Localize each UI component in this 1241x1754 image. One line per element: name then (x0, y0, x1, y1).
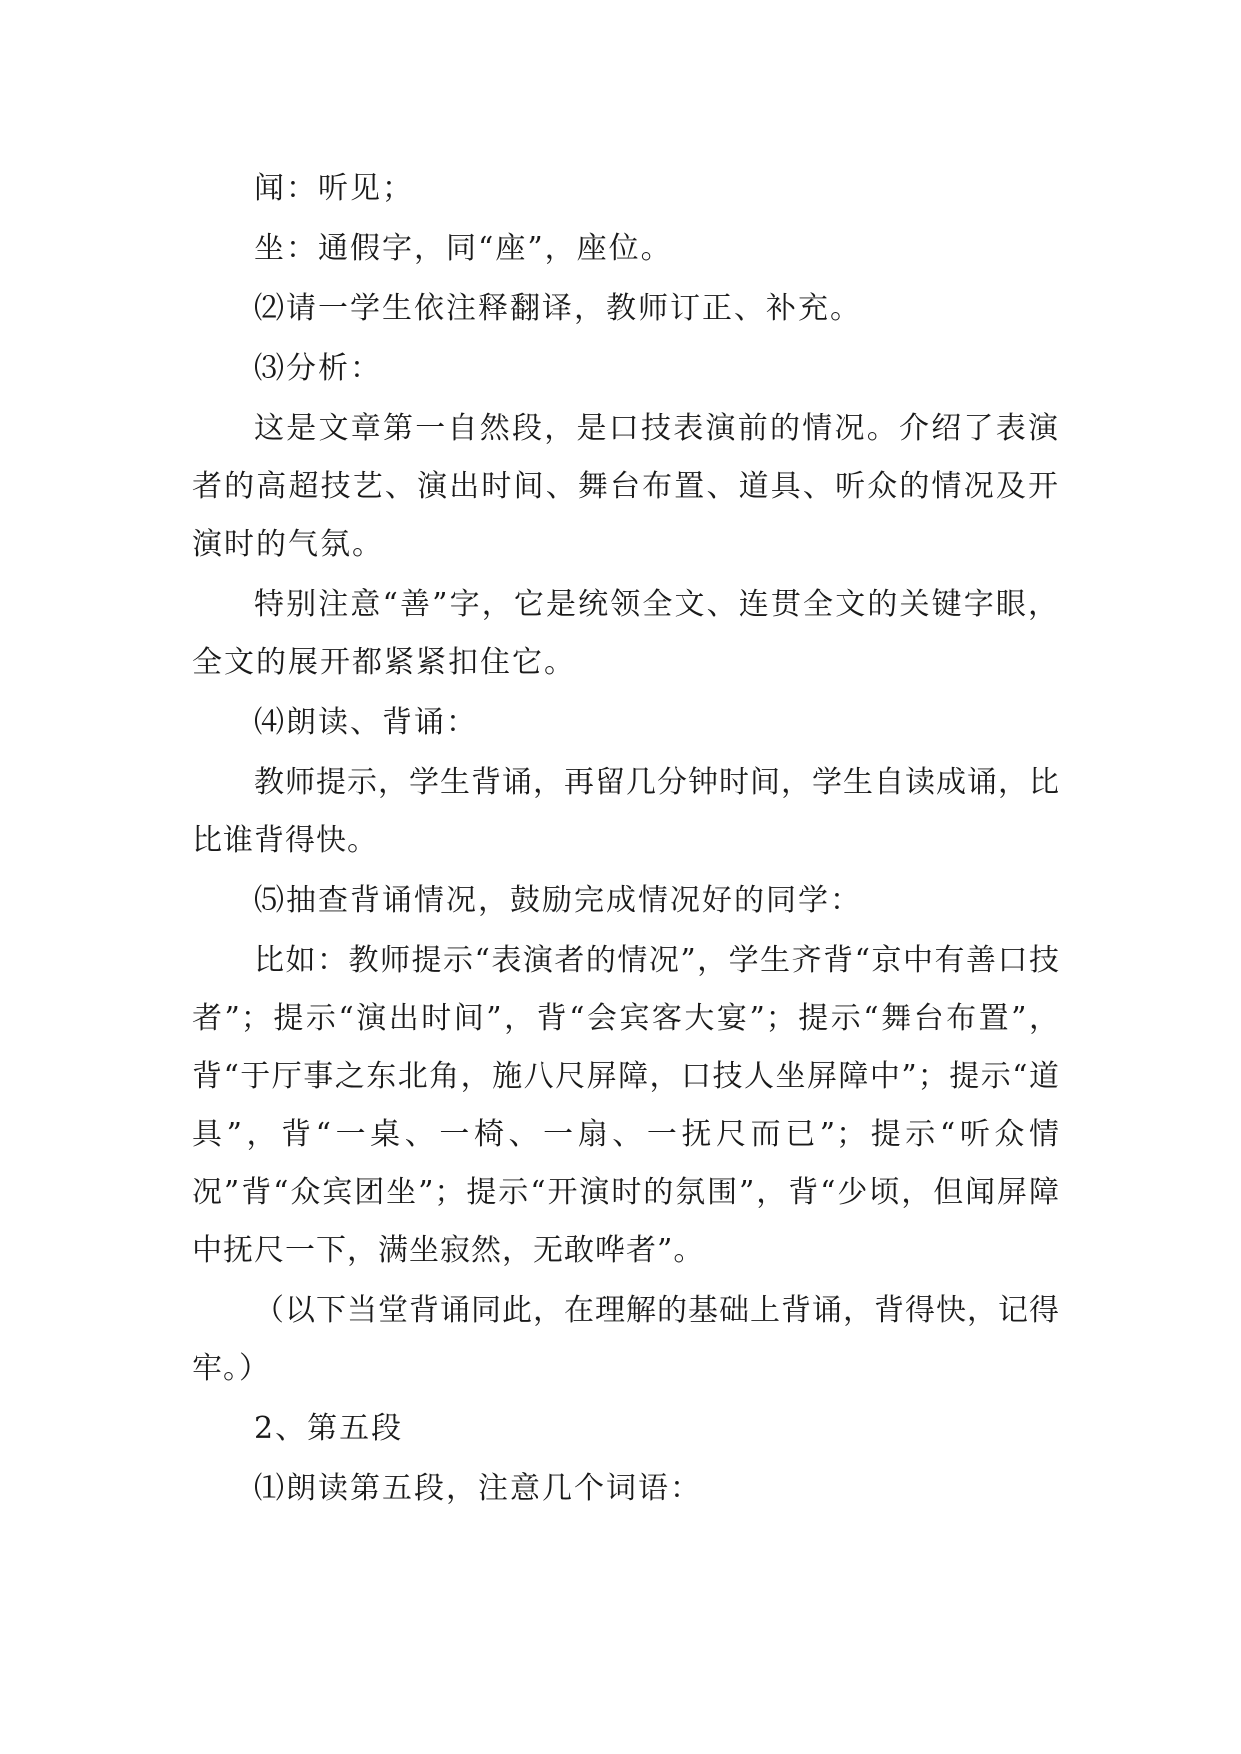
paragraph: 2、第五段 (254, 1411, 404, 1446)
paragraph: （以下当堂背诵同此，在理解的基础上背诵，背得快，记得牢。） (192, 1293, 1060, 1386)
paragraph: 这是文章第一自然段，是口技表演前的情况。介绍了表演者的高超技艺、演出时间、舞台布置、道具、听众的情况及开演时的气氛。 (192, 411, 1060, 562)
paragraph: 教师提示，学生背诵，再留几分钟时间，学生自读成诵，比比谁背得快。 (192, 765, 1060, 858)
paragraph: ⑸抽查背诵情况，鼓励完成情况好的同学： (254, 883, 862, 918)
paragraph: ⑴朗读第五段，注意几个词语： (254, 1471, 702, 1506)
paragraph: 坐：通假字，同“座”，座位。 (254, 231, 673, 266)
paragraph: ⑵请一学生依注释翻译，教师订正、补充。 (254, 291, 862, 326)
document-body (192, 160, 1060, 1520)
paragraph: 比如：教师提示“表演者的情况”，学生齐背“京中有善口技者”；提示“演出时间”，背“会宾客大宴”；提示“舞台布置”，背“于厅事之东北角，施八尺屏障，口技人坐屏障中”；提示“道具”，背“一桌、一椅、一扇、一抚尺而已”；提示“听众情况”背“众宾团坐”；提示“开演时的氛围”，背“少顷，但闻屏障中抚尺一下，满坐寂然，无敢哗者”。 (192, 943, 1060, 1268)
paragraph: ⑶分析： (254, 351, 382, 386)
paragraph: 闻：听见； (254, 171, 414, 206)
paragraph: ⑷朗读、背诵： (254, 705, 478, 740)
paragraph: 特别注意“善”字，它是统领全文、连贯全文的关键字眼，全文的展开都紧紧扣住它。 (192, 587, 1060, 680)
